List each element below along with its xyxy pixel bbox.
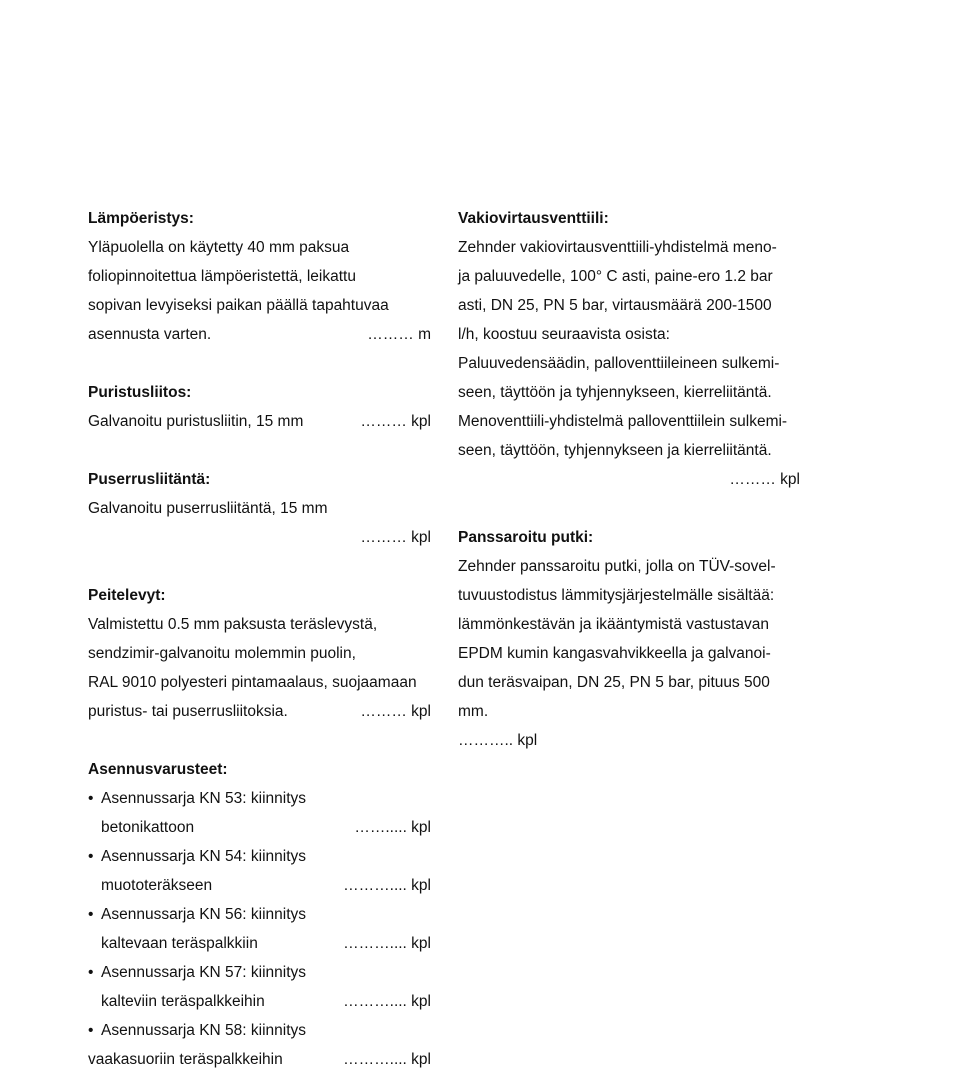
list-item-detail	[88, 929, 433, 958]
spacer	[88, 349, 433, 378]
bullet-icon: •	[88, 848, 94, 865]
bullet-icon: •	[88, 790, 94, 807]
text-line: Zehnder panssaroitu putki, jolla on TÜV-sovel-	[458, 558, 776, 575]
quantity-fill-kpl: ……….. kpl	[458, 732, 538, 749]
text-line: Galvanoitu puserrusliitäntä, 15 mm	[88, 500, 328, 517]
text-line: EPDM kumin kangasvahvikkeella ja galvanoi-	[458, 645, 771, 662]
list-item-name: Asennussarja KN 57: kiinnitys	[101, 964, 307, 981]
text-line: Paluuvedensäädin, palloventtiileineen sulkemi-	[458, 355, 780, 372]
text-line: Zehnder vakiovirtausventtiili-yhdistelmä meno-	[458, 239, 777, 256]
text-line: foliopinnoitettua lämpöeristettä, leikattu	[88, 268, 356, 285]
bullet-icon: •	[88, 1022, 94, 1039]
quantity-fill-kpl: ……….... kpl	[343, 877, 431, 894]
spacer	[458, 494, 858, 523]
list-item	[88, 900, 433, 929]
section-heading-vakiovirtausventtiili: Vakiovirtausventtiili:	[458, 210, 609, 227]
text-line: l/h, koostuu seuraavista osista:	[458, 326, 670, 343]
list-item-detail	[88, 813, 433, 842]
list-item-name: Asennussarja KN 54: kiinnitys	[101, 848, 307, 865]
text-line: lämmönkestävän ja ikääntymistä vastustavan	[458, 616, 770, 633]
text-line: asennusta varten.	[88, 326, 212, 343]
list-item	[88, 958, 433, 987]
bullet-icon: •	[88, 906, 94, 923]
right-column	[458, 204, 858, 755]
text-line: tuvuustodistus lämmitysjärjestelmälle sisältää:	[458, 587, 775, 604]
text-line: dun teräsvaipan, DN 25, PN 5 bar, pituus 500	[458, 674, 770, 691]
text-line: sopivan levyiseksi paikan päällä tapahtuvaa	[88, 297, 389, 314]
text-line: ja paluuvedelle, 100° C asti, paine-ero 1.2 bar	[458, 268, 773, 285]
list-item-target: kalteviin teräspalkkeihin	[101, 993, 265, 1010]
text-line: asti, DN 25, PN 5 bar, virtausmäärä 200-1500	[458, 297, 772, 314]
text-line: puristus- tai puserrusliitoksia.	[88, 703, 288, 720]
section-heading-puristusliitos: Puristusliitos:	[88, 384, 192, 401]
list-item-name: Asennussarja KN 58: kiinnitys	[101, 1022, 307, 1039]
list-item-target: kaltevaan teräspalkkiin	[101, 935, 258, 952]
quantity-fill-kpl: ……….... kpl	[343, 1051, 431, 1068]
fill-line	[458, 726, 858, 755]
list-item-target: vaakasuoriin teräspalkkeihin	[88, 1051, 283, 1068]
fill-line	[458, 465, 858, 494]
list-item-detail	[88, 1045, 433, 1074]
text-line: sendzimir-galvanoitu molemmin puolin,	[88, 645, 356, 662]
quantity-fill-kpl: ……….... kpl	[343, 935, 431, 952]
list-item-name: Asennussarja KN 56: kiinnitys	[101, 906, 307, 923]
text-line: Menoventtiili-yhdistelmä palloventtiilein sulkemi-	[458, 413, 788, 430]
text-line-with-fill	[88, 697, 433, 726]
quantity-fill-m: ……… m	[367, 326, 431, 343]
text-line: seen, täyttöön ja tyhjennykseen, kierreliitäntä.	[458, 384, 772, 401]
quantity-fill-kpl: ……… kpl	[360, 413, 431, 430]
list-item-detail	[88, 987, 433, 1016]
text-line-with-fill	[88, 320, 433, 349]
quantity-fill-kpl: ……….... kpl	[343, 993, 431, 1010]
list-item	[88, 1016, 433, 1045]
text-line: mm.	[458, 703, 489, 720]
section-heading-peitelevyt: Peitelevyt:	[88, 587, 166, 604]
section-heading-asennusvarusteet: Asennusvarusteet:	[88, 761, 228, 778]
section-heading-panssaroitu-putki: Panssaroitu putki:	[458, 529, 594, 546]
text-line: Valmistettu 0.5 mm paksusta teräslevystä,	[88, 616, 378, 633]
spacer	[88, 552, 433, 581]
fill-line	[88, 523, 433, 552]
text-line: Yläpuolella on käytetty 40 mm paksua	[88, 239, 350, 256]
spacer	[88, 726, 433, 755]
bullet-icon: •	[88, 964, 94, 981]
quantity-fill-kpl: ……… kpl	[360, 529, 431, 546]
spacer	[88, 436, 433, 465]
text-line: seen, täyttöön, tyhjennykseen ja kierreliitäntä.	[458, 442, 772, 459]
text-line-with-fill	[88, 407, 433, 436]
quantity-fill-kpl: ……..... kpl	[354, 819, 431, 836]
list-item-name: Asennussarja KN 53: kiinnitys	[101, 790, 307, 807]
list-item	[88, 784, 433, 813]
text-line: RAL 9010 polyesteri pintamaalaus, suojaamaan	[88, 674, 417, 691]
list-item-detail	[88, 871, 433, 900]
text-line: Galvanoitu puristusliitin, 15 mm	[88, 413, 304, 430]
list-item	[88, 842, 433, 871]
list-item-target: muototeräkseen	[101, 877, 213, 894]
section-heading-puserrusliitanta: Puserrusliitäntä:	[88, 471, 211, 488]
left-column	[88, 204, 433, 1074]
quantity-fill-kpl: ……… kpl	[360, 703, 431, 720]
list-item-target: betonikattoon	[101, 819, 195, 836]
quantity-fill-kpl: ……… kpl	[729, 471, 800, 488]
section-heading-lampoeristys: Lämpöeristys:	[88, 210, 194, 227]
